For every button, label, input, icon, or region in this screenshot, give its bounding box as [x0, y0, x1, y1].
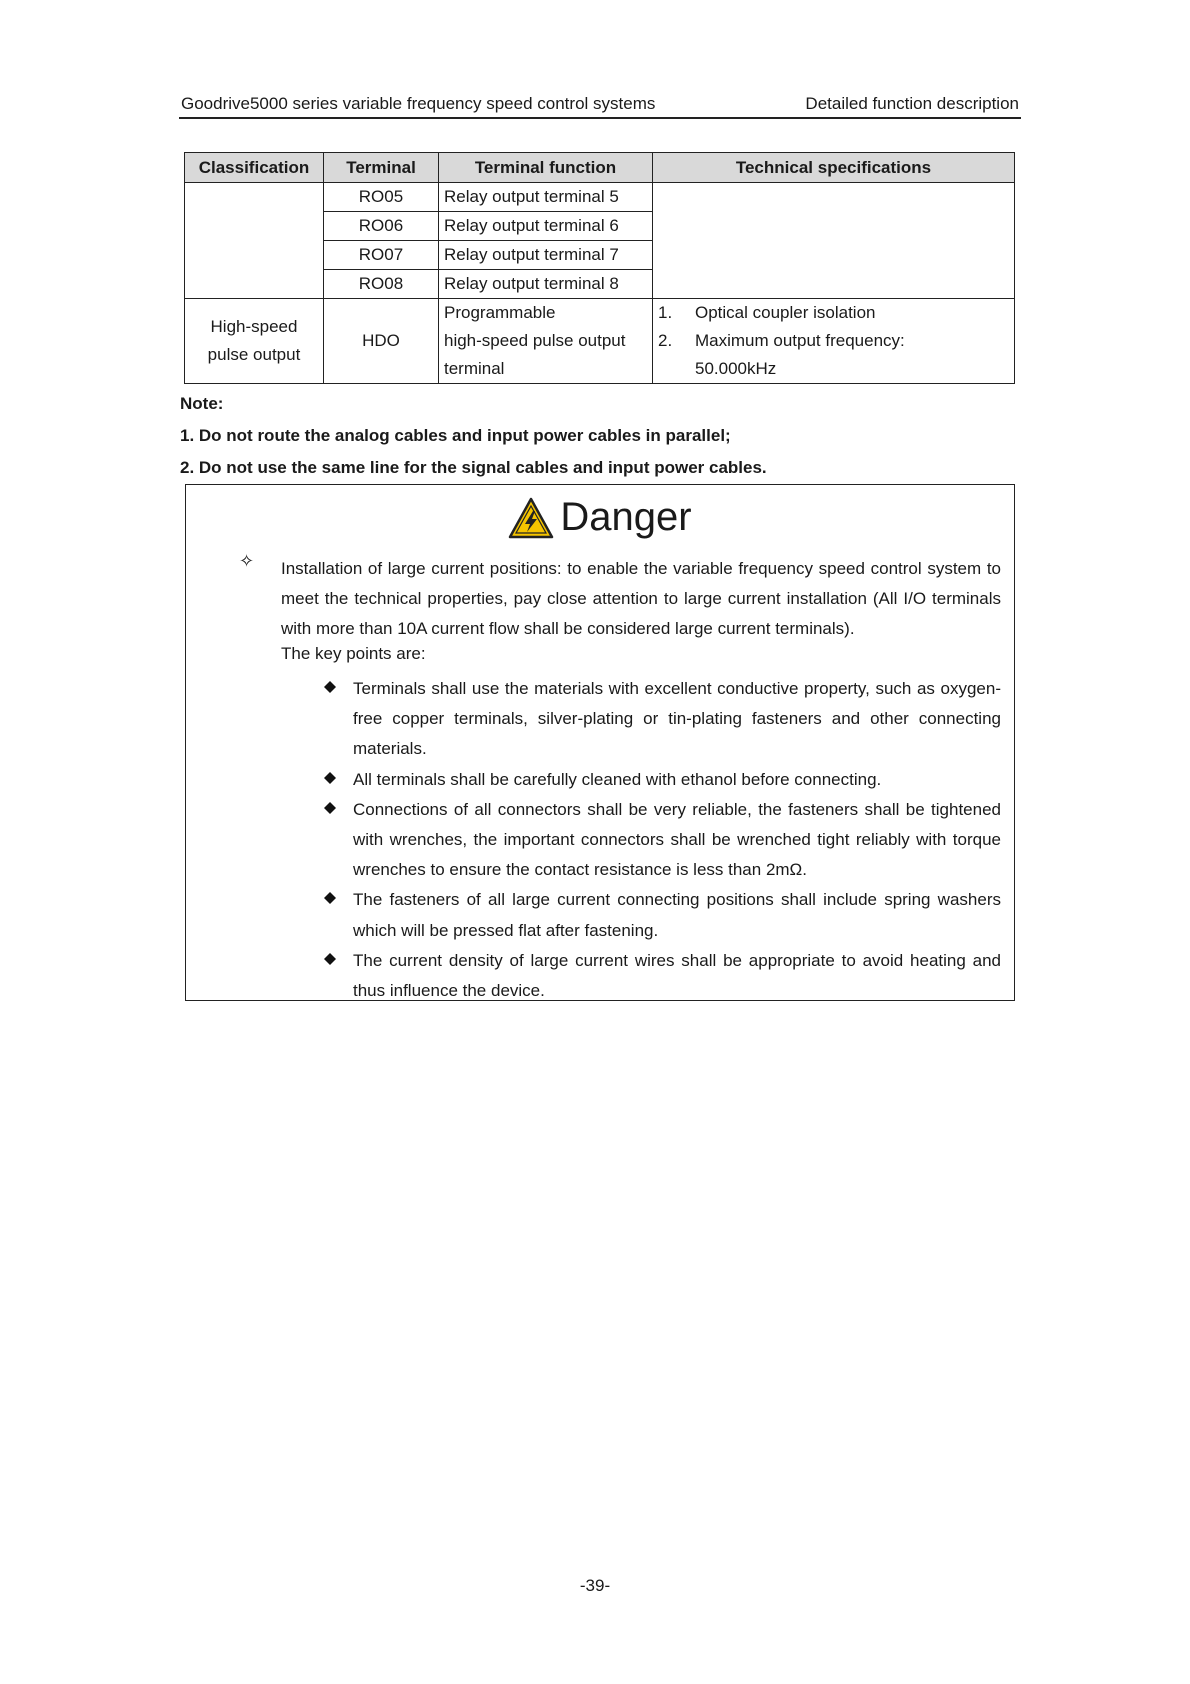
terminal-spec-table: [184, 152, 1015, 384]
function-cell: Relay output terminal 7: [439, 241, 653, 270]
function-cell: [439, 299, 653, 384]
table-header-row: [185, 153, 1015, 183]
function-cell: Relay output terminal 5: [439, 183, 653, 212]
note-title: Note:: [180, 394, 224, 413]
spec-line: [653, 299, 1014, 327]
classification-cell: [185, 299, 324, 384]
list-item-text: The fasteners of all large current connecting positions shall include spring washers which will be pressed flat after fastening.: [353, 890, 1001, 940]
diamond-bullet-icon: [324, 772, 336, 784]
terminal-cell: RO06: [324, 212, 439, 241]
list-item: [323, 674, 1001, 765]
terminal-cell: RO07: [324, 241, 439, 270]
classification-cell-empty: [185, 183, 324, 299]
terminal-cell: HDO: [324, 299, 439, 384]
table-row: [185, 183, 1015, 212]
function-line: Programmable: [444, 303, 556, 322]
classification-line: pulse output: [207, 345, 301, 364]
function-cell: Relay output terminal 8: [439, 270, 653, 299]
function-cell: Relay output terminal 6: [439, 212, 653, 241]
spec-text: Optical coupler isolation: [695, 303, 876, 322]
list-item-text: Terminals shall use the materials with excellent conductive property, such as oxygen-free copper terminals, silver-plating or tin-plating fasteners and other connecting materials.: [353, 679, 1001, 759]
diamond-bullet-icon: [324, 953, 336, 965]
spec-number: 2.: [658, 331, 673, 350]
function-line: terminal: [444, 359, 505, 378]
header-terminal-function: Terminal function: [439, 153, 653, 183]
header-classification: Classification: [185, 153, 324, 183]
list-item-text: Connections of all connectors shall be very reliable, the fasteners shall be tightened with wrenches, the important connectors shall be wrenched tight reliably with torque wrenches to ensure the contact resistance is less than 2mΩ.: [353, 799, 1001, 880]
spec-number: 1.: [658, 303, 673, 322]
danger-box: [185, 484, 1015, 1001]
diamond-bullet-icon: [324, 892, 336, 904]
spec-value: 50.000kHz: [695, 359, 777, 378]
warning-triangle-icon: [508, 497, 554, 539]
header-document-title: Goodrive5000 series variable frequency speed control systems: [181, 94, 656, 113]
list-item-text: The current density of large current wires shall be appropriate to avoid heating and thus influence the device.: [353, 950, 1001, 1001]
danger-title: Danger: [560, 495, 692, 539]
spec-line: [653, 355, 1014, 383]
spec-cell-empty: [653, 183, 1015, 299]
page-header: [179, 92, 1021, 119]
key-points-label: The key points are:: [281, 644, 426, 663]
spec-line: [653, 327, 1014, 355]
header-terminal: Terminal: [324, 153, 439, 183]
terminal-cell: RO05: [324, 183, 439, 212]
danger-intro-text: Installation of large current positions: to enable the variable frequency speed control system to meet the technical properties, pay close attention to large current installation (All I/O terminals with more than 10A current flow shall be considered large current terminals).: [281, 559, 1001, 639]
note-item: 1. Do not route the analog cables and input power cables in parallel;: [180, 426, 731, 445]
spec-text: Maximum output frequency:: [695, 331, 905, 350]
spec-cell: [653, 299, 1015, 384]
danger-heading: [186, 495, 1014, 540]
diamond-bullet-icon: [324, 681, 336, 693]
classification-line: High-speed: [210, 317, 298, 336]
key-points-list: [323, 674, 1001, 1006]
diamond-bullet-icon: [324, 802, 336, 814]
note-item: 2. Do not use the same line for the signal cables and input power cables.: [180, 458, 767, 477]
sparkle-bullet-icon: ✧: [239, 551, 255, 571]
list-item: [323, 795, 1001, 886]
list-item: [323, 885, 1001, 945]
list-item: [323, 946, 1001, 1006]
list-item-text: All terminals shall be carefully cleaned with ethanol before connecting.: [353, 769, 882, 789]
table-row-hdo: [185, 299, 1015, 384]
list-item: [323, 765, 1001, 795]
page-number: -39-: [579, 1576, 611, 1595]
function-line: high-speed pulse output: [444, 331, 626, 350]
terminal-cell: RO08: [324, 270, 439, 299]
header-technical-specifications: Technical specifications: [653, 153, 1015, 183]
header-section-title: Detailed function description: [805, 94, 1019, 113]
